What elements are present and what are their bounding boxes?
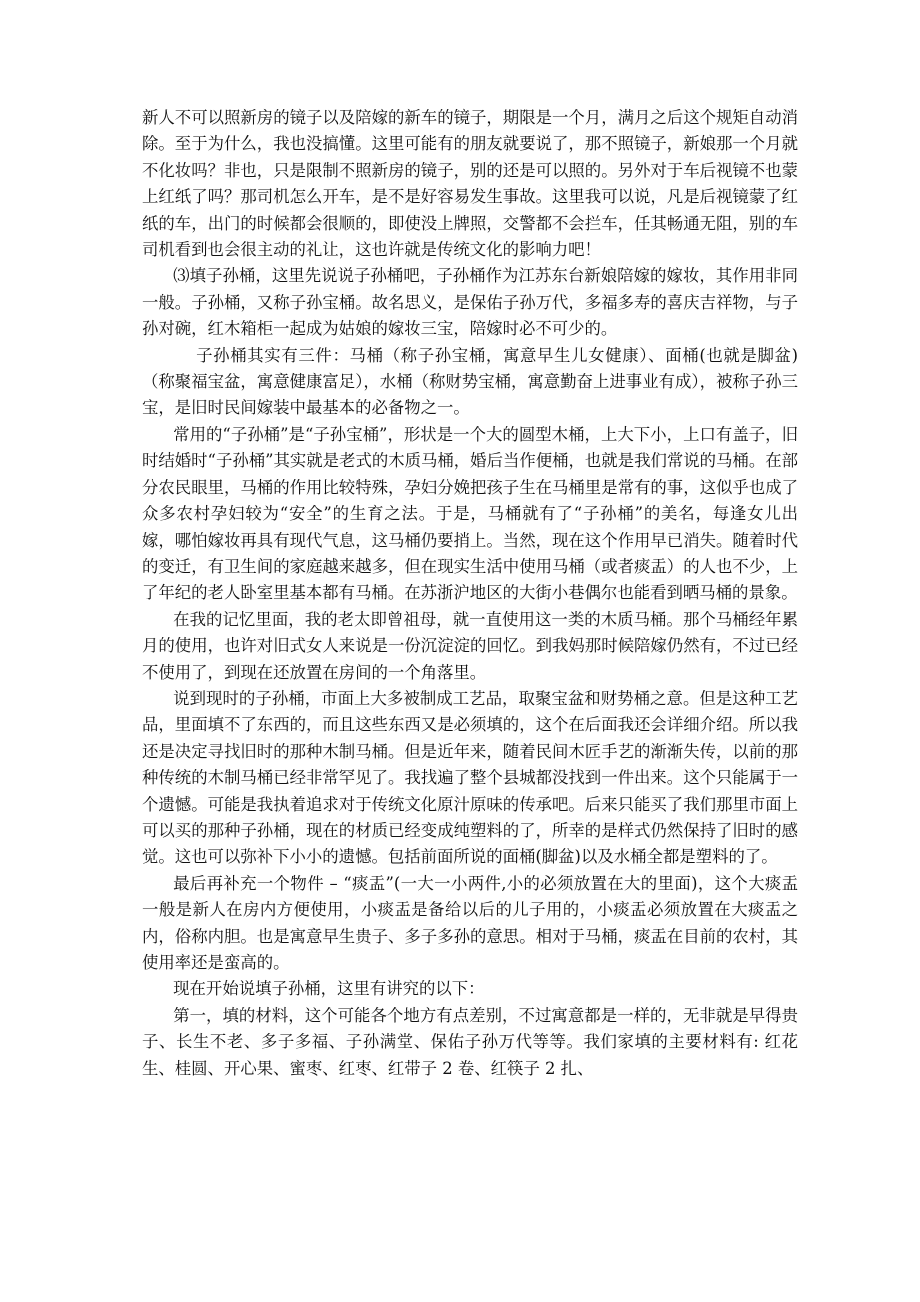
paragraph-modern-bucket: 说到现时的子孙桶，市面上大多被制成工艺品，取聚宝盆和财势桶之意。但是这种工艺品，里面填不了东西的，而且这些东西又是必须填的，这个在后面我还会详细介绍。所以我还是决定寻找旧时的那种木制马桶。但是近年来，随着民间木匠手艺的渐渐失传，以前的那种传统的木制马桶已经非常罕见了。我找遍了整个县城都没找到一件出来。这个只能属于一个遗憾。可能是我执着追求对于传统文化原汁原味的传承吧。后来只能买了我们那里市面上可以买的那种子孙桶，现在的材质已经变成纯塑料的了，所幸的是样式仍然保持了旧时的感觉。这也可以弥补下小小的遗憾。包括前面所说的面桶(脚盆)以及水桶全都是塑料的了。 [142,688,798,867]
paragraph-zisun-bucket-intro: ⑶填子孙桶，这里先说说子孙桶吧，子孙桶作为江苏东台新娘陪嫁的嫁妆，其作用非同一般。子孙桶，又称子孙宝桶。故名思义，是保佑子孙万代，多福多寿的喜庆吉祥物，与子孙对碗，红木箱柜一起成为姑娘的嫁妆三宝，陪嫁时必不可少的。 [142,266,798,339]
paragraph-three-treasures: 子孙桶其实有三件：马桶（称子孙宝桶，寓意早生儿女健康）、面桶(也就是脚盆)（称聚福宝盆，寓意健康富足），水桶（称财势宝桶，寓意勤奋上进事业有成），被称子孙三宝，是旧时民间嫁装中最基本的必备物之一。 [142,345,798,418]
document-page [142,105,798,1082]
paragraph-spittoon: 最后再补充一个物件 – “痰盂”(一大一小两件,小的必须放置在大的里面)，这个大痰盂一般是新人在房内方便使用，小痰盂是备给以后的儿子用的，小痰盂必须放置在大痰盂之内，俗称内胆。也是寓意早生贵子、多子多孙的意思。相对于马桶，痰盂在目前的农村，其使用率还是蛮高的。 [142,873,798,972]
paragraph-filling-materials: 第一，填的材料，这个可能各个地方有点差别，不过寓意都是一样的，无非就是早得贵子、长生不老、多子多福、子孙满堂、保佑子孙万代等等。我们家填的主要材料有: 红花生、桂圆、开心果、蜜枣、红枣、红带子 2 卷、红筷子 2 扎、 [142,1005,798,1078]
paragraph-filling-intro: 现在开始说填子孙桶，这里有讲究的以下： [173,979,485,999]
paragraph-mirror-custom: 新人不可以照新房的镜子以及陪嫁的新车的镜子，期限是一个月，满月之后这个规矩自动消除。至于为什么，我也没搞懂。这里可能有的朋友就要说了，那不照镜子，新娘那一个月就不化妆吗？非也，只是限制不照新房的镜子，别的还是可以照的。另外对于车后视镜不也蒙上红纸了吗？那司机怎么开车，是不是好容易发生事故。这里我可以说，凡是后视镜蒙了红纸的车，出门的时候都会很顺的，即使没上牌照，交警都不会拦车，任其畅通无阻，别的车司机看到也会很主动的礼让，这也许就是传统文化的影响力吧！ [142,108,798,260]
paragraph-common-bucket: 常用的“子孙桶”是“子孙宝桶”，形状是一个大的圆型木桶，上大下小，上口有盖子，旧时结婚时“子孙桶”其实就是老式的木质马桶，婚后当作便桶，也就是我们常说的马桶。在部分农民眼里，马桶的作用比较特殊，孕妇分娩把孩子生在马桶里是常有的事，这似乎也成了众多农村孕妇较为“安全”的生育之法。于是，马桶就有了“子孙桶”的美名，每逢女儿出嫁，哪怕嫁妆再具有现代气息，这马桶仍要捎上。当然，现在这个作用早已消失。随着时代的变迁，有卫生间的家庭越来越多，但在现实生活中使用马桶（或者痰盂）的人也不少，上了年纪的老人卧室里基本都有马桶。在苏浙沪地区的大街小巷偶尔也能看到晒马桶的景象。 [142,424,798,603]
paragraph-memory: 在我的记忆里面，我的老太即曾祖母，就一直使用这一类的木质马桶。那个马桶经年累月的使用，也许对旧式女人来说是一份沉淀淀的回忆。到我妈那时候陪嫁仍然有，不过已经不使用了，到现在还放置在房间的一个角落里。 [142,609,798,682]
